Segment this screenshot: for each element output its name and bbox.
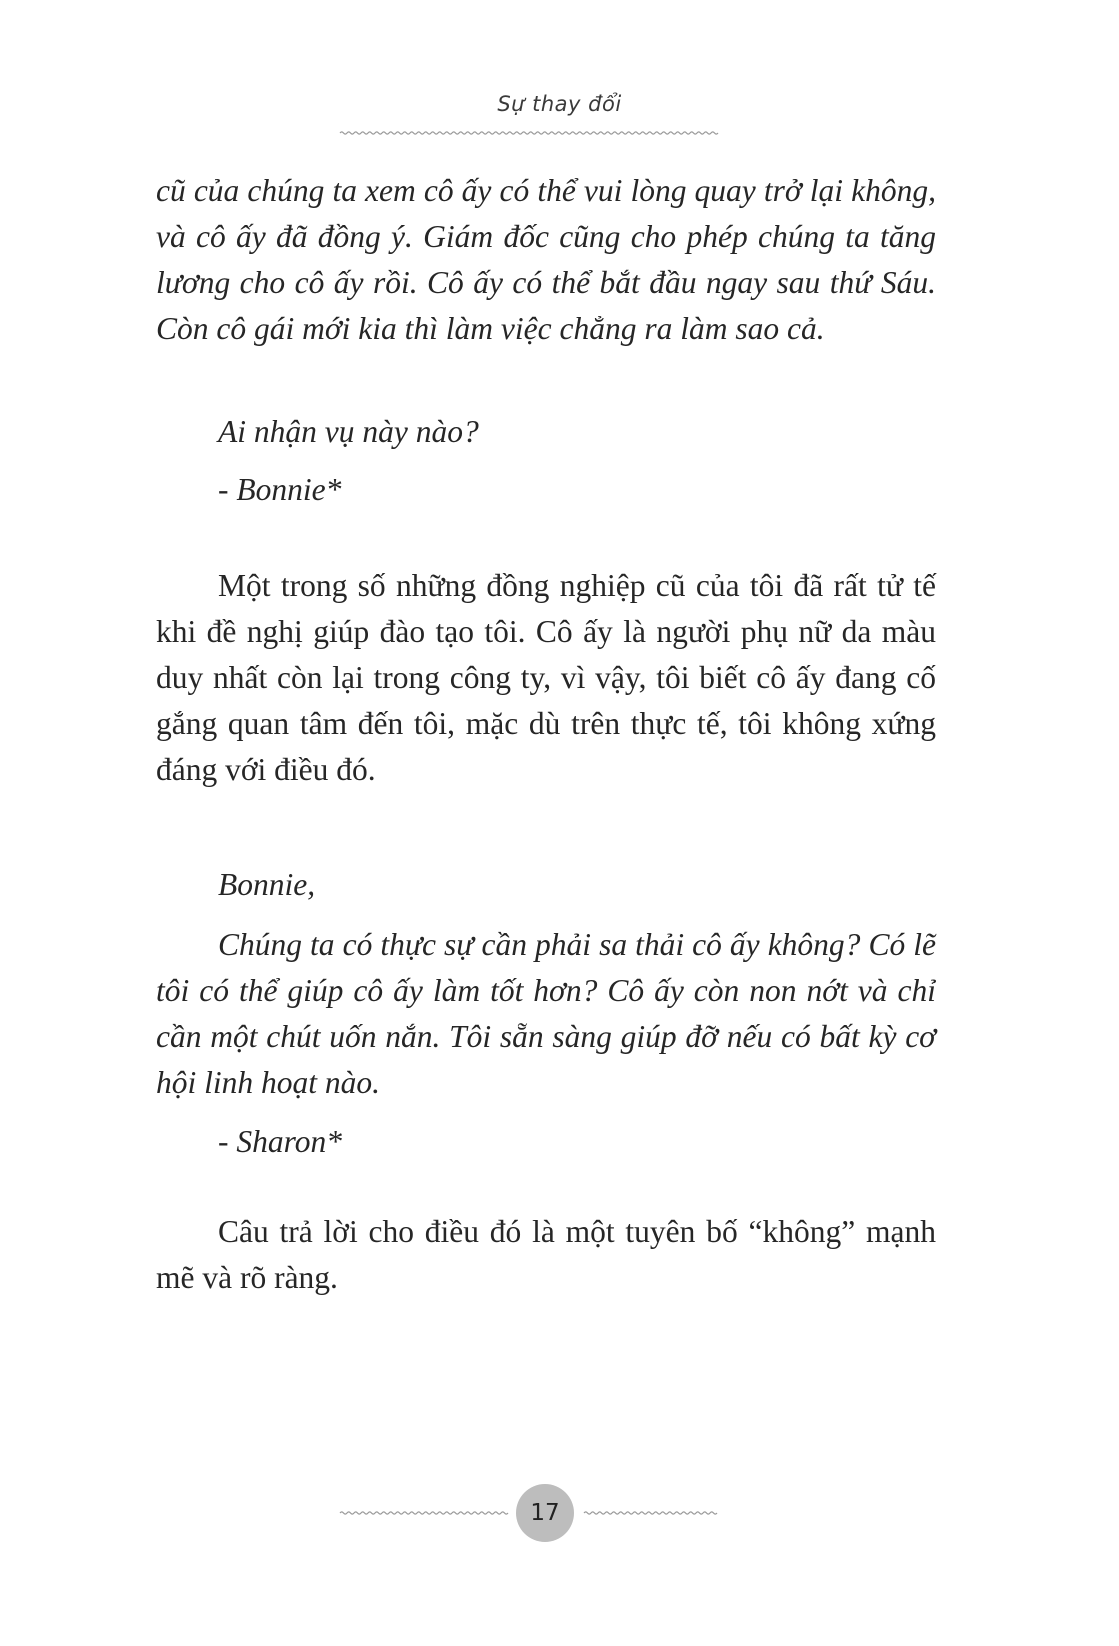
footer-wave-right [584,1508,714,1518]
page-body [156,168,936,1301]
quoted-question: Ai nhận vụ này nào? [218,414,479,449]
closing-paragraph: Câu trả lời cho điều đó là một tuyên bố “không” mạnh mẽ và rõ ràng. [156,1214,936,1295]
running-title: Sự thay đổi [497,92,622,116]
page-number-badge [516,1484,574,1542]
header-wave-divider [340,128,712,138]
narrative-paragraph: Một trong số những đồng nghiệp cũ của tôi đã rất tử tế khi đề nghị giúp đào tạo tôi. Cô ấy là người phụ nữ da màu duy nhất còn lại trong công ty, vì vậy, tôi biết cô ấy đang cố gắng quan tâm đến tôi, mặc dù trên thực tế, tôi không xứng đáng với điều đó. [156,568,936,787]
signature-sharon: - Sharon* [218,1124,342,1159]
footer-wave-left [340,1508,506,1518]
quoted-reply: Chúng ta có thực sự cần phải sa thải cô ấy không? Có lẽ tôi có thể giúp cô ấy làm tốt hơn? Cô ấy còn non nớt và chỉ cần một chút uốn nắn. Tôi sẵn sàng giúp đỡ nếu có bất kỳ cơ hội linh hoạt nào. [156,927,936,1100]
quoted-message-continued: cũ của chúng ta xem cô ấy có thể vui lòng quay trở lại không, và cô ấy đã đồng ý. Giám đốc cũng cho phép chúng ta tăng lương cho cô ấy rồi. Cô ấy có thể bắt đầu ngay sau thứ Sáu. Còn cô gái mới kia thì làm việc chẳng ra làm sao cả. [156,173,936,346]
signature-bonnie: - Bonnie* [218,472,342,507]
page-number: 17 [530,1500,560,1526]
salutation-bonnie: Bonnie, [218,867,316,902]
